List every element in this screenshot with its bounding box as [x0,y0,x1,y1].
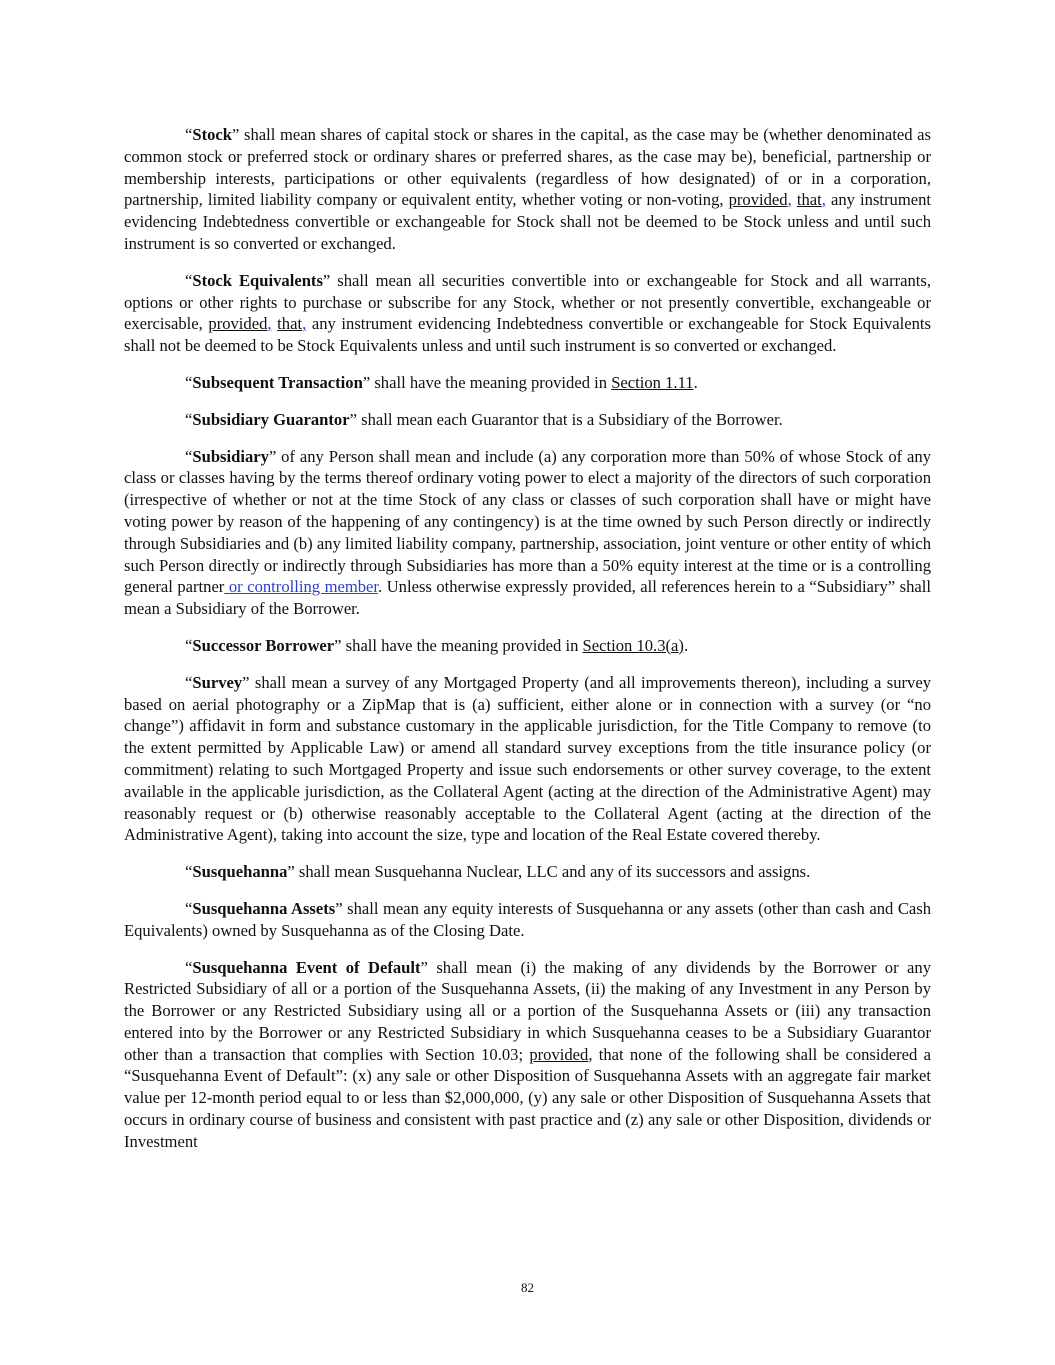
inserted-comma: , [821,190,826,210]
definition-stock-equivalents: “Stock Equivalents” shall mean all securities convertible into or exchangeable for Stock and all warrants, options or other rights to purchase or subscribe for any Stock, whether or not presently convertible, exchangeable or exercisable, provided, that, any instrument evidencing Indebtedness convertible or exchangeable for Stock Equivalents shall not be deemed to be Stock Equivalents unless and until such instrument is so converted or exchanged. [124,270,931,356]
definition-susquehanna-assets: “Susquehanna Assets” shall mean any equity interests of Susquehanna or any assets (other than cash and Cash Equivalents) owned by Susquehanna as of the Closing Date. [124,898,932,940]
inserted-comma: , [302,314,307,334]
section-reference: Section 10.3(a) [582,635,684,655]
definition-text: ” shall mean Susquehanna Nuclear, LLC and any of its successors and assigns. [287,862,811,882]
definition-text: . [693,372,698,392]
definition-text: any instrument evidencing Indebtedness convertible or exchangeable for Stock Equivalents shall not be deemed to be Stock Equivalents unless and until such instrument is so converted or exchanged. [124,314,931,356]
definition-text: . Unless otherwise expressly provided, all references herein to a “Subsidiary” shall mean a Subsidiary of the Borrower. [124,577,931,619]
that-text: that [796,190,822,210]
defined-term: Subsidiary [192,446,269,466]
defined-term: Subsidiary Guarantor [192,409,350,429]
definition-text: ” shall mean any equity interests of Susquehanna or any assets (other than cash and Cash Equivalents) owned by Susquehanna as of the Closing Date. [124,898,932,940]
defined-term: Susquehanna [192,862,288,882]
definition-text: ” shall mean all securities convertible into or exchangeable for Stock and all warrants, options or other rights to purchase or subscribe for any Stock, whether or not presently convertible, exchangeable or exercisable, [124,270,931,334]
definition-text: , that none of the following shall be considered a “Susquehanna Event of Default”: (x) any sale or other Disposition of Susquehanna Assets with an aggregate fair market value per 12-month period equal to or less than $2,000,000, (y) any sale or other Disposition of Susquehanna Assets that occurs in ordinary course of business and consistent with past practice and (z) any sale or other Disposition, dividends or Investment [124,1044,931,1151]
defined-term: Stock Equivalents [192,270,323,290]
inserted-text: or controlling member [224,577,379,597]
definition-successor-borrower: “Successor Borrower” shall have the meaning provided in Section 10.3(a). [185,635,689,655]
definition-susquehanna: “Susquehanna” shall mean Susquehanna Nuclear, LLC and any of its successors and assigns. [185,862,811,882]
defined-term: Successor Borrower [192,635,335,655]
definition-stock: “Stock” shall mean shares of capital stock or shares in the capital, as the case may be (whether denominated as common stock or preferred stock or ordinary shares or preferred shares, as the case may be), beneficial, partnership or membership interests, participations or other equivalents (regardless of how designated) of or in a corporation, partnership, limited liability company or equivalent entity, whether voting or non-voting, provided, that, any instrument evidencing Indebtedness convertible or exchangeable for Stock shall not be deemed to be Stock unless and until such instrument is so converted or exchanged. [124,125,932,253]
definition-text: ” shall have the meaning provided in [362,372,612,392]
definition-subsidiary-guarantor: “Subsidiary Guarantor” shall mean each Guarantor that is a Subsidiary of the Borrower. [185,409,783,429]
definition-subsidiary: “Subsidiary” of any Person shall mean and include (a) any corporation more than 50% of whose Stock of any class or classes having by the terms thereof ordinary voting power to elect a majority of the directors of such corporation (irrespective of whether or not at the time Stock of any class or classes of such corporation shall have or might have voting power by reason of the happening of any contingency) is at the time owned by such Person directly or indirectly through Subsidiaries and (b) any limited liability company, partnership, association, joint venture or other entity of which such Person directly or indirectly through Subsidiaries has more than a 50% equity interest at the time or is a controlling general partner or controlling member. Unless otherwise expressly provided, all references herein to a “Subsidiary” shall mean a Subsidiary of the Borrower. [124,446,931,619]
document-page [124,124,931,1168]
definition-text: . [683,635,689,655]
page-number: 82 [521,1280,534,1295]
definition-text: ” shall mean shares of capital stock or shares in the capital, as the case may be (whether denominated as common stock or preferred stock or ordinary shares or preferred shares, as the case may be), beneficial, partnership or membership interests, participations or other equivalents (regardless of how designated) of or in a corporation, partnership, limited liability company or equivalent entity, whether voting or non-voting, [124,125,931,210]
definition-subsequent-transaction: “Subsequent Transaction” shall have the meaning provided in Section 1.11. [185,372,698,392]
defined-term: Susquehanna Assets [192,898,336,918]
defined-term: Survey [192,672,243,692]
provided-text: provided [208,314,268,334]
that-text: that [277,314,303,334]
provided-text: provided [529,1044,589,1064]
defined-term: Stock [192,125,233,144]
definition-text: any instrument evidencing Indebtedness convertible or exchangeable for Stock shall not be deemed to be Stock unless and until such instrument is so converted or exchanged. [124,190,932,253]
defined-term: Susquehanna Event of Default [192,957,421,977]
definition-text: ” of any Person shall mean and include (a) any corporation more than 50% of whose Stock of any class or classes having by the terms thereof ordinary voting power to elect a majority of the directors of such corporation (irrespective of whether or not at the time Stock of any class or classes of such corporation shall have or might have voting power by reason of the happening of any contingency) is at the time owned by such Person directly or indirectly through Subsidiaries and (b) any limited liability company, partnership, association, joint venture or other entity of which such Person directly or indirectly through Subsidiaries has more than a 50% equity interest at the time or is a controlling general partner [124,446,931,597]
definition-text: ” shall mean (i) the making of any dividends by the Borrower or any Restricted Subsidiary of all or a portion of the Susquehanna Assets, (ii) the making of any Investment in any Person by the Borrower or any Restricted Subsidiary using all or a portion of the Susquehanna Assets or (iii) any transaction entered into by the Borrower or any Restricted Subsidiary in which Susquehanna ceases to be a Subsidiary Guarantor other than a transaction that complies with Section 10.03; [124,957,931,1064]
inserted-comma: , [267,314,272,334]
definition-survey: “Survey” shall mean a survey of any Mortgaged Property (and all improvements thereon), including a survey based on aerial photography or a ZipMap that is (a) sufficient, either alone or in connection with a survey (or “no change”) affidavit in form and substance customary in the applicable jurisdiction, for the Title Company to remove (to the extent permitted by Applicable Law) or amend all standard survey exceptions from the title insurance policy (or commitment) relating to such Mortgaged Property and issue such endorsements or other survey coverage, to the extent available in the applicable jurisdiction, as the Collateral Agent (acting at the direction of the Administrative Agent) may reasonably request or (b) otherwise reasonably acceptable to the Collateral Agent (acting at the direction of the Administrative Agent), taking into account the size, type and location of the Real Estate covered thereby. [124,672,931,845]
inserted-comma: , [787,190,792,210]
section-reference: Section 1.11 [611,372,694,392]
definition-susquehanna-event-of-default: “Susquehanna Event of Default” shall mean (i) the making of any dividends by the Borrower or any Restricted Subsidiary of all or a portion of the Susquehanna Assets, (ii) the making of any Investment in any Person by the Borrower or any Restricted Subsidiary using all or a portion of the Susquehanna Assets or (iii) any transaction entered into by the Borrower or any Restricted Subsidiary in which Susquehanna ceases to be a Subsidiary Guarantor other than a transaction that complies with Section 10.03; provided, that none of the following shall be considered a “Susquehanna Event of Default”: (x) any sale or other Disposition of Susquehanna Assets with an aggregate fair market value per 12-month period equal to or less than $2,000,000, (y) any sale or other Disposition of Susquehanna Assets that occurs in ordinary course of business and consistent with past practice and (z) any sale or other Disposition, dividends or Investment [124,957,931,1151]
provided-text: provided [728,190,788,210]
definition-text: ” shall mean each Guarantor that is a Subsidiary of the Borrower. [349,409,783,429]
definition-text: ” shall mean a survey of any Mortgaged Property (and all improvements thereon), including a survey based on aerial photography or a ZipMap that is (a) sufficient, either alone or in connection with a survey (or “no change”) affidavit in form and substance customary in the applicable jurisdiction, for the Title Company to remove (to the extent permitted by Applicable Law) or amend all standard survey exceptions from the title insurance policy (or commitment) relating to such Mortgaged Property and issue such endorsements or other survey coverage, to the extent available in the applicable jurisdiction, as the Collateral Agent (acting at the direction of the Administrative Agent) may reasonably request or (b) otherwise reasonably acceptable to the Collateral Agent (acting at the direction of the Administrative Agent), taking into account the size, type and location of the Real Estate covered thereby. [124,672,931,845]
definition-text: ” shall have the meaning provided in [334,635,583,655]
defined-term: Subsequent Transaction [192,372,363,392]
